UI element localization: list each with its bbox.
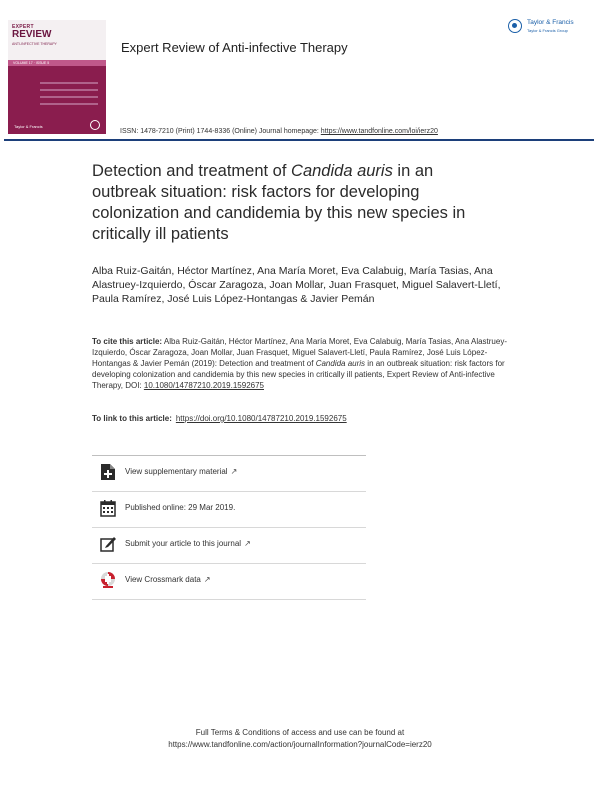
- cover-subtitle: ANTI-INFECTIVE THERAPY: [12, 42, 57, 46]
- external-link-icon: ↗: [230, 467, 238, 476]
- header-rule: [4, 139, 594, 141]
- article-link[interactable]: https://doi.org/10.1080/14787210.2019.1592675: [175, 414, 347, 423]
- plus-document-icon: [100, 463, 116, 481]
- journal-name: Expert Review of Anti-infective Therapy: [121, 40, 348, 55]
- external-link-icon: ↗: [244, 539, 251, 548]
- article-actions: [92, 455, 366, 600]
- issn-line: [120, 128, 438, 135]
- title-part: in an outbreak situation: risk factors for developing colonization and candidemia by this new species in critically ill patients: [92, 162, 466, 243]
- actions-end-rule: [92, 599, 366, 600]
- action-label: Published online: 29 Mar 2019.: [125, 503, 236, 512]
- journal-homepage-link[interactable]: https://www.tandfonline.com/loi/ierz20: [320, 128, 438, 135]
- citation-text: Alba Ruiz-Gaitán, Héctor Martínez, Ana María Moret, Eva Calabuig, María Tasias, Ana Alastruey-Izquierdo, Óscar Zaragoza, Joan Mollar, Juan Frasquet, Miguel Salavert-Lletí, Paula Ramírez, José Luis López-Hontangas & Javier Pemán (2019): Detection and treatment of: [92, 337, 507, 368]
- cover-brand: Taylor & Francis: [14, 124, 43, 129]
- cover-strip-text: VOLUME 17 · ISSUE 5: [13, 61, 50, 65]
- cover-decoration: [40, 82, 98, 110]
- publisher-logo-sub: Taylor & Francis Group: [527, 28, 568, 33]
- article-link-label: To link to this article:: [92, 414, 172, 423]
- footer: [0, 727, 600, 751]
- article-title: [92, 161, 492, 245]
- action-label: View Crossmark data ↗: [125, 575, 211, 584]
- cover-emblem-icon: [90, 120, 100, 130]
- citation-species: Candida auris: [315, 359, 366, 368]
- doi-link[interactable]: 10.1080/14787210.2019.1592675: [143, 381, 264, 390]
- article-link-line: [92, 414, 347, 423]
- edit-icon: [100, 535, 116, 553]
- footer-terms-link[interactable]: https://www.tandfonline.com/action/journalInformation?journalCode=ierz20: [168, 740, 432, 749]
- publisher-logo[interactable]: [508, 17, 594, 37]
- view-supplementary-button[interactable]: [92, 455, 366, 491]
- cover-label: EXPERT: [12, 24, 34, 30]
- citation-label: To cite this article:: [92, 337, 163, 346]
- action-label: View supplementary material ↗: [125, 467, 238, 476]
- issn-text: ISSN: 1478-7210 (Print) 1744-8336 (Online) Journal homepage:: [120, 128, 321, 135]
- journal-cover: [8, 20, 106, 134]
- citation: [92, 336, 512, 391]
- action-label: Submit your article to this journal ↗: [125, 539, 251, 548]
- publisher-logo-icon: [508, 19, 522, 33]
- title-part: Detection and treatment of: [92, 162, 292, 180]
- crossmark-icon: [100, 571, 116, 589]
- submit-article-button[interactable]: [92, 527, 366, 563]
- authors: Alba Ruiz-Gaitán, Héctor Martínez, Ana María Moret, Eva Calabuig, María Tasias, Ana Alastruey-Izquierdo, Óscar Zaragoza, Joan Mollar, Juan Frasquet, Miguel Salavert-Lletí, Paula Ramírez, José Luis López-Hontangas & Javier Pemán: [92, 265, 501, 305]
- crossmark-button[interactable]: [92, 563, 366, 599]
- footer-line-1: Full Terms & Conditions of access and use can be found at: [195, 728, 405, 737]
- calendar-icon: [100, 499, 116, 517]
- citation-text: in an outbreak situation: risk factors for developing colonization and candidemia by this new species in critically ill patients, Expert Review of Anti-infective Therapy, DOI:: [92, 359, 505, 390]
- publisher-logo-name: Taylor & Francis: [527, 19, 574, 26]
- external-link-icon: ↗: [203, 575, 211, 584]
- published-online: [92, 491, 366, 527]
- title-species: Candida auris: [291, 162, 393, 180]
- cover-title: REVIEW: [12, 29, 52, 40]
